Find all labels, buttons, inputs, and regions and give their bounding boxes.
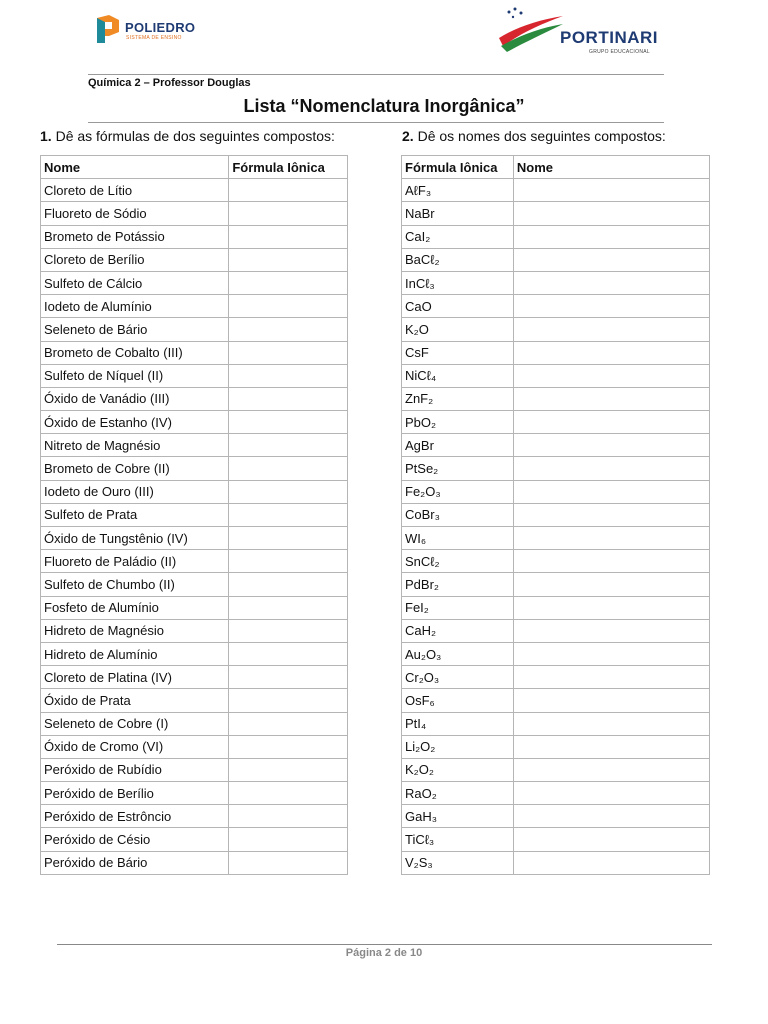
formula-cell: FeI₂ [402, 596, 514, 619]
formula-answer-cell[interactable] [229, 411, 348, 434]
formula-answer-cell[interactable] [229, 202, 348, 225]
name-answer-cell[interactable] [513, 735, 709, 758]
name-answer-cell[interactable] [513, 828, 709, 851]
table-row [402, 851, 710, 874]
column-header-formula: Fórmula Iônica [229, 156, 348, 179]
compound-name-cell: Óxido de Cromo (VI) [41, 735, 229, 758]
table-row [402, 179, 710, 202]
table-row [41, 434, 348, 457]
name-answer-cell[interactable] [513, 202, 709, 225]
table-row [402, 805, 710, 828]
name-answer-cell[interactable] [513, 550, 709, 573]
compound-name-cell: Hidreto de Magnésio [41, 619, 229, 642]
course-label: Química 2 – Professor Douglas [88, 77, 251, 89]
compound-name-cell: Fluoreto de Paládio (II) [41, 550, 229, 573]
name-answer-cell[interactable] [513, 341, 709, 364]
table-row [402, 202, 710, 225]
table-row [402, 387, 710, 410]
name-answer-cell[interactable] [513, 480, 709, 503]
question-2-number: 2. [402, 128, 414, 144]
page-number: Página 2 de 10 [345, 947, 423, 959]
name-answer-cell[interactable] [513, 248, 709, 271]
formula-answer-cell[interactable] [229, 735, 348, 758]
compound-name-cell: Brometo de Potássio [41, 225, 229, 248]
compound-name-cell: Nitreto de Magnésio [41, 434, 229, 457]
formula-answer-cell[interactable] [229, 666, 348, 689]
formula-cell: Cr₂O₃ [402, 666, 514, 689]
compound-name-cell: Sulfeto de Prata [41, 503, 229, 526]
formula-answer-cell[interactable] [229, 758, 348, 781]
name-answer-cell[interactable] [513, 364, 709, 387]
table-row [402, 573, 710, 596]
formula-cell: K₂O [402, 318, 514, 341]
formula-cell: AℓF₃ [402, 179, 514, 202]
table-row [41, 642, 348, 665]
table-row [41, 295, 348, 318]
name-answer-cell[interactable] [513, 318, 709, 341]
table-row [402, 596, 710, 619]
compound-name-cell: Hidreto de Alumínio [41, 642, 229, 665]
table-row [402, 758, 710, 781]
formula-cell: CaI₂ [402, 225, 514, 248]
table-row [402, 295, 710, 318]
formula-cell: NiCℓ₄ [402, 364, 514, 387]
header-divider [88, 74, 664, 75]
formula-cell: PtI₄ [402, 712, 514, 735]
formula-cell: TiCℓ₃ [402, 828, 514, 851]
formula-answer-cell[interactable] [229, 619, 348, 642]
formula-cell: PbO₂ [402, 411, 514, 434]
table-row [402, 735, 710, 758]
table-row [402, 619, 710, 642]
table-row [402, 642, 710, 665]
formula-cell: NaBr [402, 202, 514, 225]
formula-answer-cell[interactable] [229, 225, 348, 248]
formula-cell: Au₂O₃ [402, 642, 514, 665]
formula-cell: WI₆ [402, 527, 514, 550]
table-row [41, 596, 348, 619]
question-2-text: Dê os nomes dos seguintes compostos: [417, 128, 666, 144]
portinari-name: PORTINARI [560, 28, 658, 47]
formula-cell: InCℓ₃ [402, 271, 514, 294]
name-answer-cell[interactable] [513, 619, 709, 642]
name-answer-cell[interactable] [513, 225, 709, 248]
name-answer-cell[interactable] [513, 712, 709, 735]
name-answer-cell[interactable] [513, 758, 709, 781]
formula-answer-cell[interactable] [229, 295, 348, 318]
question-1-table [40, 155, 348, 875]
footer-divider [57, 944, 712, 945]
formula-cell: K₂O₂ [402, 758, 514, 781]
column-header-name: Nome [513, 156, 709, 179]
compound-name-cell: Peróxido de Césio [41, 828, 229, 851]
formula-cell: BaCℓ₂ [402, 248, 514, 271]
table-row [41, 828, 348, 851]
compound-name-cell: Iodeto de Alumínio [41, 295, 229, 318]
portinari-mark-icon [497, 6, 567, 56]
table-row [41, 712, 348, 735]
table-row [41, 318, 348, 341]
compound-name-cell: Cloreto de Lítio [41, 179, 229, 202]
table-row [41, 527, 348, 550]
table-row [402, 364, 710, 387]
compound-name-cell: Sulfeto de Cálcio [41, 271, 229, 294]
table-row [41, 735, 348, 758]
compound-name-cell: Sulfeto de Chumbo (II) [41, 573, 229, 596]
compound-name-cell: Fosfeto de Alumínio [41, 596, 229, 619]
formula-answer-cell[interactable] [229, 248, 348, 271]
table-row [402, 666, 710, 689]
table-row [41, 271, 348, 294]
poliedro-name: POLIEDRO [125, 20, 196, 35]
table-row [41, 758, 348, 781]
question-1-prompt [40, 128, 335, 144]
formula-answer-cell[interactable] [229, 527, 348, 550]
table-row [402, 782, 710, 805]
table-row [402, 457, 710, 480]
formula-answer-cell[interactable] [229, 851, 348, 874]
table-row [41, 689, 348, 712]
compound-name-cell: Óxido de Prata [41, 689, 229, 712]
page-title: Lista “Nomenclatura Inorgânica” [243, 96, 525, 116]
table-row [41, 387, 348, 410]
table-row [402, 689, 710, 712]
formula-answer-cell[interactable] [229, 805, 348, 828]
name-answer-cell[interactable] [513, 666, 709, 689]
name-answer-cell[interactable] [513, 295, 709, 318]
formula-answer-cell[interactable] [229, 434, 348, 457]
table-row [41, 666, 348, 689]
formula-answer-cell[interactable] [229, 573, 348, 596]
table-row [41, 619, 348, 642]
formula-answer-cell[interactable] [229, 782, 348, 805]
column-header-name: Nome [41, 156, 229, 179]
formula-answer-cell[interactable] [229, 596, 348, 619]
compound-name-cell: Seleneto de Bário [41, 318, 229, 341]
poliedro-mark-icon [95, 14, 121, 44]
compound-name-cell: Peróxido de Rubídio [41, 758, 229, 781]
table-row [402, 503, 710, 526]
formula-answer-cell[interactable] [229, 550, 348, 573]
table-row [402, 527, 710, 550]
compound-name-cell: Peróxido de Bário [41, 851, 229, 874]
formula-answer-cell[interactable] [229, 457, 348, 480]
table-row [41, 364, 348, 387]
name-answer-cell[interactable] [513, 387, 709, 410]
table-row [41, 179, 348, 202]
name-answer-cell[interactable] [513, 503, 709, 526]
formula-answer-cell[interactable] [229, 364, 348, 387]
table-row [41, 225, 348, 248]
question-1-number: 1. [40, 128, 52, 144]
formula-cell: CoBr₃ [402, 503, 514, 526]
column-header-formula: Fórmula Iônica [402, 156, 514, 179]
name-answer-cell[interactable] [513, 179, 709, 202]
name-answer-cell[interactable] [513, 805, 709, 828]
table-row [41, 202, 348, 225]
formula-cell: RaO₂ [402, 782, 514, 805]
name-answer-cell[interactable] [513, 596, 709, 619]
table-row [402, 271, 710, 294]
formula-answer-cell[interactable] [229, 179, 348, 202]
table-row [402, 341, 710, 364]
table-row [402, 225, 710, 248]
compound-name-cell: Iodeto de Ouro (III) [41, 480, 229, 503]
compound-name-cell: Brometo de Cobalto (III) [41, 341, 229, 364]
table-row [402, 480, 710, 503]
formula-answer-cell[interactable] [229, 712, 348, 735]
name-answer-cell[interactable] [513, 411, 709, 434]
formula-cell: Li₂O₂ [402, 735, 514, 758]
table-row [402, 828, 710, 851]
formula-cell: CsF [402, 341, 514, 364]
table-row [402, 712, 710, 735]
formula-cell: AgBr [402, 434, 514, 457]
table-row [41, 573, 348, 596]
name-answer-cell[interactable] [513, 782, 709, 805]
formula-cell: CaH₂ [402, 619, 514, 642]
compound-name-cell: Fluoreto de Sódio [41, 202, 229, 225]
table-row [41, 851, 348, 874]
formula-cell: PtSe₂ [402, 457, 514, 480]
question-1-text: Dê as fórmulas de dos seguintes compostos: [55, 128, 335, 144]
table-row [402, 550, 710, 573]
portinari-tagline: GRUPO EDUCACIONAL [589, 49, 650, 55]
compound-name-cell: Brometo de Cobre (II) [41, 457, 229, 480]
formula-cell: V₂S₃ [402, 851, 514, 874]
formula-cell: ZnF₂ [402, 387, 514, 410]
formula-answer-cell[interactable] [229, 387, 348, 410]
compound-name-cell: Cloreto de Platina (IV) [41, 666, 229, 689]
title-divider [88, 122, 664, 123]
poliedro-logo [95, 14, 205, 44]
formula-answer-cell[interactable] [229, 503, 348, 526]
compound-name-cell: Peróxido de Estrôncio [41, 805, 229, 828]
poliedro-tagline: SISTEMA DE ENSINO [126, 35, 182, 41]
table-row [41, 805, 348, 828]
table-header-row [402, 156, 710, 179]
formula-answer-cell[interactable] [229, 318, 348, 341]
table-row [41, 782, 348, 805]
formula-answer-cell[interactable] [229, 828, 348, 851]
compound-name-cell: Sulfeto de Níquel (II) [41, 364, 229, 387]
formula-answer-cell[interactable] [229, 480, 348, 503]
portinari-logo [497, 6, 667, 58]
formula-answer-cell[interactable] [229, 271, 348, 294]
formula-cell: Fe₂O₃ [402, 480, 514, 503]
table-row [402, 411, 710, 434]
table-header-row [41, 156, 348, 179]
compound-name-cell: Seleneto de Cobre (I) [41, 712, 229, 735]
name-answer-cell[interactable] [513, 434, 709, 457]
formula-answer-cell[interactable] [229, 341, 348, 364]
compound-name-cell: Peróxido de Berílio [41, 782, 229, 805]
compound-name-cell: Óxido de Vanádio (III) [41, 387, 229, 410]
name-answer-cell[interactable] [513, 851, 709, 874]
table-row [41, 550, 348, 573]
table-row [41, 480, 348, 503]
formula-cell: SnCℓ₂ [402, 550, 514, 573]
compound-name-cell: Cloreto de Berílio [41, 248, 229, 271]
table-row [41, 248, 348, 271]
table-row [402, 318, 710, 341]
name-answer-cell[interactable] [513, 573, 709, 596]
formula-cell: CaO [402, 295, 514, 318]
question-2-table [401, 155, 710, 875]
table-row [41, 341, 348, 364]
compound-name-cell: Óxido de Estanho (IV) [41, 411, 229, 434]
formula-cell: PdBr₂ [402, 573, 514, 596]
name-answer-cell[interactable] [513, 271, 709, 294]
name-answer-cell[interactable] [513, 689, 709, 712]
table-row [41, 457, 348, 480]
name-answer-cell[interactable] [513, 527, 709, 550]
table-row [402, 248, 710, 271]
formula-answer-cell[interactable] [229, 642, 348, 665]
name-answer-cell[interactable] [513, 642, 709, 665]
table-row [41, 411, 348, 434]
table-row [402, 434, 710, 457]
question-2-prompt [402, 128, 666, 144]
formula-answer-cell[interactable] [229, 689, 348, 712]
formula-cell: GaH₃ [402, 805, 514, 828]
table-row [41, 503, 348, 526]
formula-cell: OsF₆ [402, 689, 514, 712]
name-answer-cell[interactable] [513, 457, 709, 480]
compound-name-cell: Óxido de Tungstênio (IV) [41, 527, 229, 550]
